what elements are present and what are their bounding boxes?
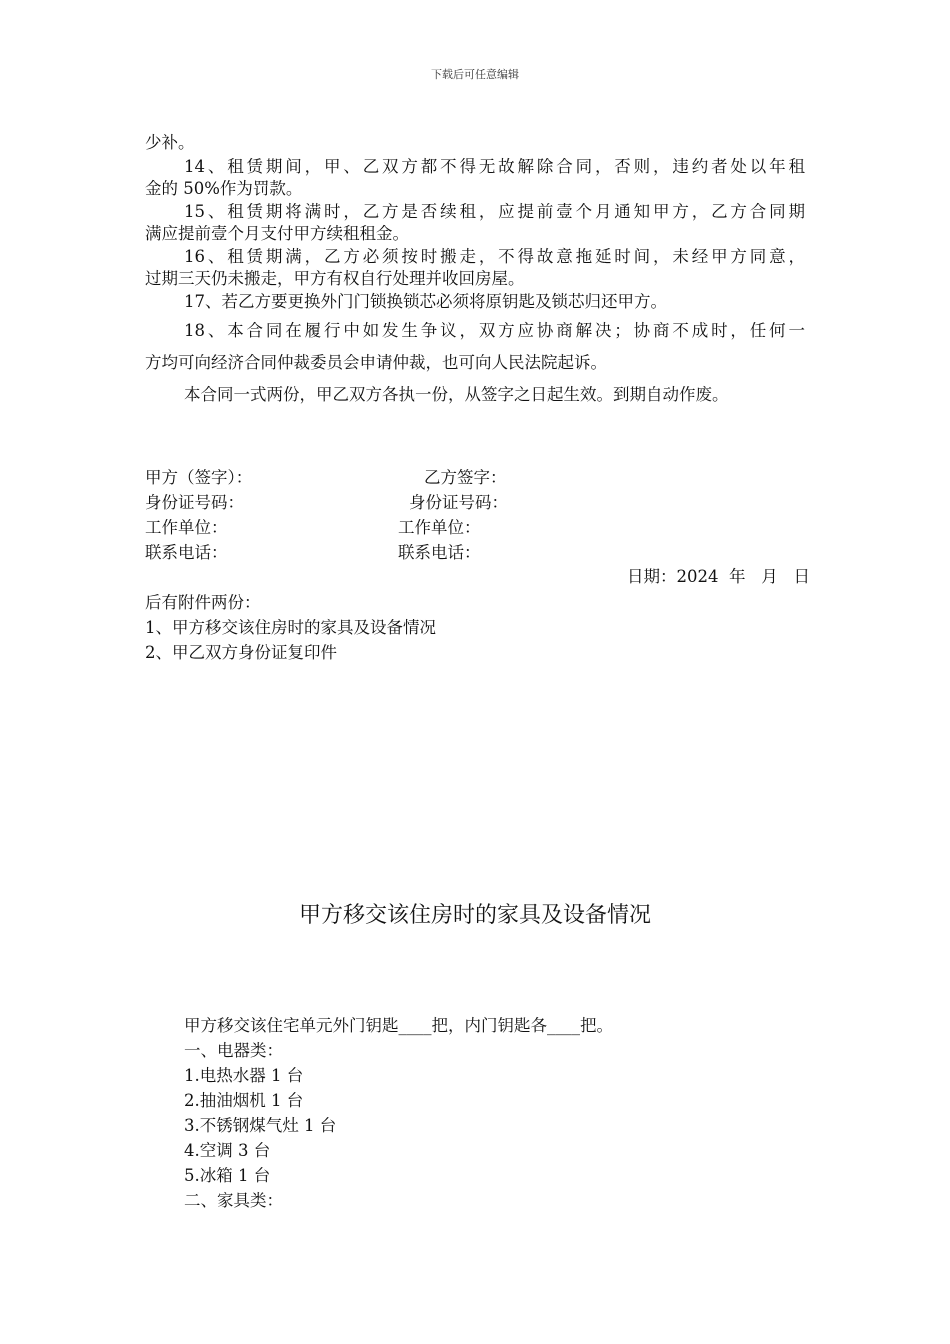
party-b-signature-label: 乙方签字：: [424, 468, 507, 487]
clause-15-line-1: 15、租赁期将满时，乙方是否续租，应提前壹个月通知甲方，乙方合同期: [184, 202, 805, 221]
clause-continuation: 少补。: [145, 133, 195, 152]
keys-line: 甲方移交该住宅单元外门钥匙____把，内门钥匙各____把。: [184, 1016, 613, 1035]
appliance-item: 4.空调 3 台: [184, 1141, 271, 1160]
attachment-item-2: 2、甲乙双方身份证复印件: [145, 643, 337, 662]
final-clause: 本合同一式两份，甲乙双方各执一份，从签字之日起生效。到期自动作废。: [184, 385, 729, 404]
clause-15-line-2: 满应提前壹个月支付甲方续租租金。: [145, 224, 409, 243]
clause-14-line-2: 金的 50%作为罚款。: [145, 179, 303, 198]
party-a-work-label: 工作单位：: [145, 518, 228, 537]
attachment-item-1: 1、甲方移交该住房时的家具及设备情况: [145, 618, 436, 637]
appliance-item: 1.电热水器 1 台: [184, 1066, 304, 1085]
party-b-work-label: 工作单位：: [398, 518, 481, 537]
appliance-item: 3.不锈钢煤气灶 1 台: [184, 1116, 337, 1135]
appliance-item: 5.冰箱 1 台: [184, 1166, 271, 1185]
party-b-id-label: 身份证号码：: [409, 493, 508, 512]
category-appliances: 一、电器类：: [184, 1041, 283, 1060]
clause-16-line-1: 16、租赁期满，乙方必须按时搬走，不得故意拖延时间，未经甲方同意，: [184, 247, 805, 266]
inventory-title: 甲方移交该住房时的家具及设备情况: [298, 903, 651, 928]
category-furniture: 二、家具类：: [184, 1191, 283, 1210]
party-b-phone-label: 联系电话：: [398, 543, 481, 562]
party-a-phone-label: 联系电话：: [145, 543, 228, 562]
clause-17: 17、若乙方要更换外门门锁换锁芯必须将原钥匙及锁芯归还甲方。: [184, 292, 667, 311]
clause-16-line-2: 过期三天仍未搬走，甲方有权自行处理并收回房屋。: [145, 269, 525, 288]
party-a-signature-label: 甲方（签字）：: [145, 468, 253, 487]
date-line: 日期：2024 年 月 日: [627, 567, 810, 586]
party-a-id-label: 身份证号码：: [145, 493, 244, 512]
appliance-item: 2.抽油烟机 1 台: [184, 1091, 304, 1110]
page-header: 下载后可任意编辑: [431, 68, 519, 81]
attachments-heading: 后有附件两份：: [145, 593, 261, 612]
clause-18-line-1: 18、本合同在履行中如发生争议，双方应协商解决；协商不成时，任何一: [184, 321, 805, 340]
clause-14-line-1: 14、租赁期间，甲、乙双方都不得无故解除合同，否则，违约者处以年租: [184, 157, 805, 176]
clause-18-line-2: 方均可向经济合同仲裁委员会申请仲裁，也可向人民法院起诉。: [145, 353, 607, 372]
